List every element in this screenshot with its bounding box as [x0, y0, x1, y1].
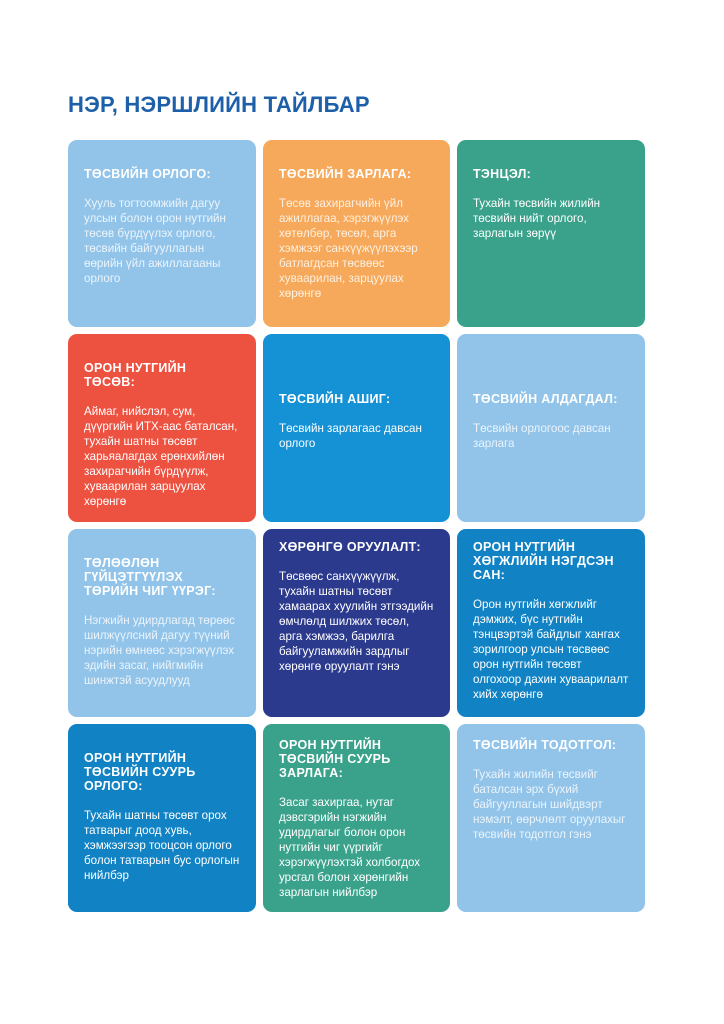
card-text: Төсвийн зарлагаас давсан орлого — [279, 421, 422, 450]
card-text: Орон нутгийн хөгжлийг дэмжих, бүс нутгийн тэнцвэртэй байдлыг хангах зорилгоор улсын төсвөөс орон нутгийн төсөвт олгохоор дахин хуваарилалт хийх хөрөнгө — [473, 598, 629, 701]
card-budget-revenue — [68, 140, 256, 327]
card-text: Хууль тогтоомжийн дагуу улсын болон орон нутгийн төсөв бүрдүүлэх орлого, төсвийн байгууллагын өөрийн үйл ажиллагааны орлого — [84, 197, 226, 285]
card-budget-amendment — [457, 724, 645, 912]
card-text: Тухайн шатны төсөвт орох татварыг доод хувь, хэмжээгээр тооцсон орлого болон татварын бус орлогын нийлбэр — [84, 809, 240, 882]
card-local-base-revenue — [68, 724, 256, 912]
glossary-grid — [68, 140, 645, 912]
card-text: Тухайн жилийн төсвийг баталсан эрх бүхий байгууллагын шийдвэрт нэмэлт, өөрчлөлт оруулахыг төсвийн тодотгол гэнэ — [473, 768, 626, 841]
card-text: Нэгжийн удирдлагад төрөөс шилжүүлсний дагуу түүний нэрийн өмнөөс хэрэгжүүлэх эдийн засаг, нийгмийн шинжтэй асуудлууд — [84, 614, 235, 687]
card-local-budget — [68, 334, 256, 522]
card-balance — [457, 140, 645, 327]
card-text: Төсвөөс санхүүжүүлж, тухайн шатны төсөвт хамаарах хуулийн этгээдийн өмчлөлд шилжих төсөл, арга хэмжээ, барилга байгууламжийн зардлыг хөрөнгө оруулалт гэнэ — [279, 570, 434, 673]
card-title: ТЭНЦЭЛ: — [473, 167, 532, 181]
card-title: ТӨСВИЙН ЗАРЛАГА: — [279, 167, 412, 181]
card-title: ТӨСВИЙН АШИГ: — [279, 391, 391, 406]
card-text: Тухайн төсвийн жилийн төсвийн нийт орлого, зарлагын зөрүү — [473, 197, 601, 240]
card-local-development-fund — [457, 529, 645, 717]
card-text: Засаг захиргаа, нутаг дэвсгэрийн нэгжийн удирдлагыг болон орон нутгийн чиг үүргийг хэрэгжүүлэхтэй холбогдох урсгал болон хөрөнгийн зарлагын нийлбэр — [279, 796, 421, 899]
card-budget-surplus — [263, 334, 450, 522]
card-title: ОРОН НУТГИЙН ТӨСӨВ: — [84, 361, 187, 389]
card-title: ТӨСВИЙН ОРЛОГО: — [84, 167, 211, 181]
card-title: ОРОН НУТГИЙН ТӨСВИЙН СУУРЬ ОРЛОГО: — [84, 751, 196, 793]
card-title: ОРОН НУТГИЙН ХӨГЖЛИЙН НЭГДСЭН САН: — [473, 540, 614, 582]
card-title: ТӨСВИЙН АЛДАГДАЛ: — [473, 391, 618, 406]
card-title: ТӨСВИЙН ТОДОТГОЛ: — [473, 738, 617, 752]
card-text: Төсөв захирагчийн үйл ажиллагаа, хэрэгжүүлэх хөтөлбөр, төсөл, арга хэмжээг санхүүжүүлэхээр батлагдсан төсвөөс хуваарилан, зарцуулах хөрөнгө — [279, 197, 418, 300]
card-budget-expenditure — [263, 140, 450, 327]
card-title: ОРОН НУТГИЙН ТӨСВИЙН СУУРЬ ЗАРЛАГА: — [279, 738, 391, 780]
card-delegated-functions — [68, 529, 256, 717]
card-capital-investment — [263, 529, 450, 717]
card-title: ХӨРӨНГӨ ОРУУЛАЛТ: — [279, 540, 421, 554]
card-title: ТӨЛӨӨЛӨН ГҮЙЦЭТГҮҮЛЭХ ТӨРИЙН ЧИГ ҮҮРЭГ: — [84, 556, 216, 598]
page-title: НЭР, НЭРШЛИЙН ТАЙЛБАР — [68, 92, 370, 117]
card-budget-deficit — [457, 334, 645, 522]
card-text: Төсвийн орлогоос давсан зарлага — [473, 421, 611, 450]
card-text: Аймаг, нийслэл, сум, дүүргийн ИТХ-аас баталсан, тухайн шатны төсөвт харьяалагдах ерөнхийлөн захирагчийн бүрдүүлж, хуваарилан зарцуулах хөрөнгө — [84, 405, 238, 508]
card-local-base-expenditure — [263, 724, 450, 912]
